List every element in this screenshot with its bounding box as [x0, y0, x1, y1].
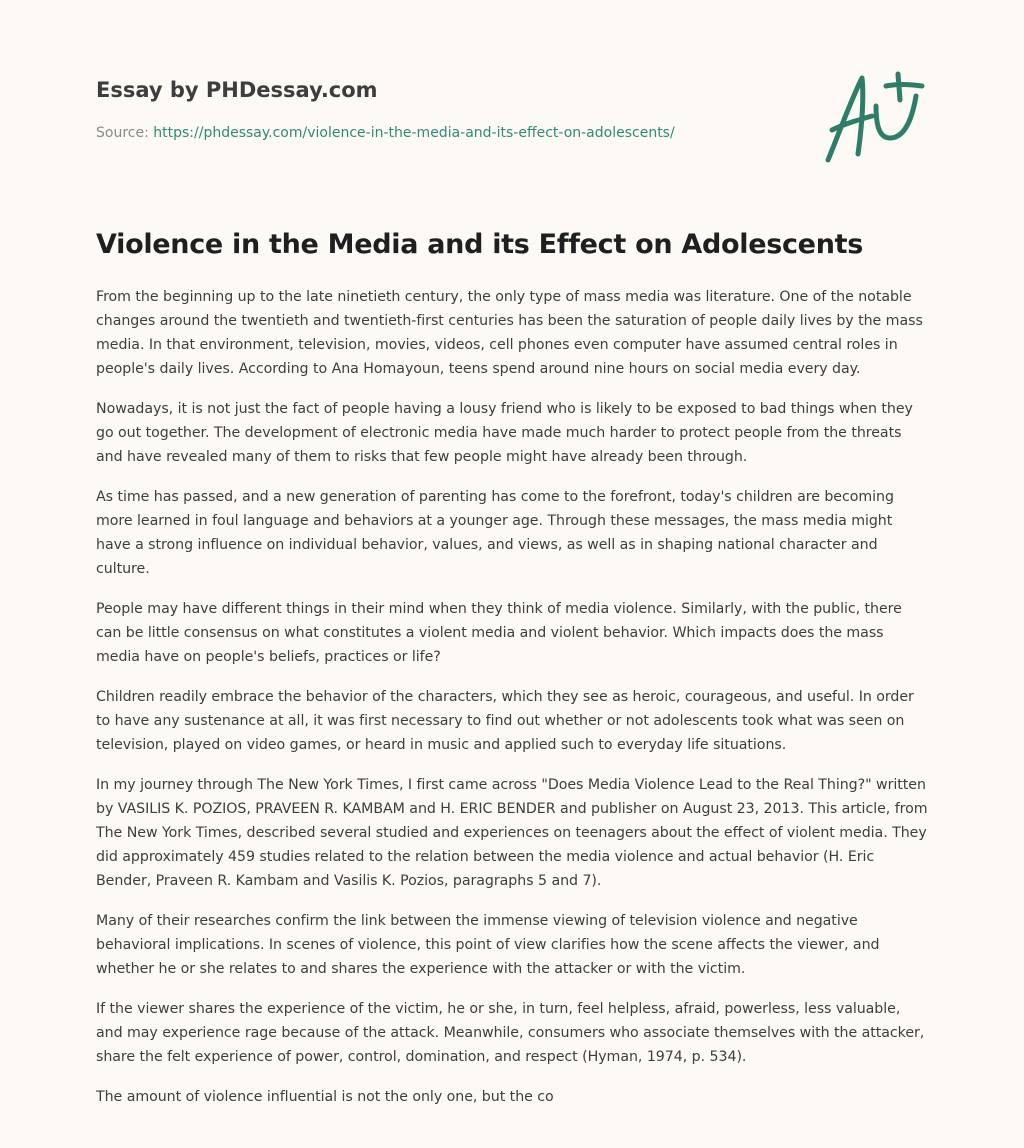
essay-paragraph: From the beginning up to the late ninetieth century, the only type of mass media was literature. One of the notable changes around the twentieth and twentieth-first centuries has been the saturation of people daily lives by the mass media. In that environment, television, movies, videos, cell phones even computer have assumed central roles in people's daily lives. According to Ana Homayoun, teens spend around nine hours on social media every day. — [96, 289, 923, 377]
essay-paragraph: As time has passed, and a new generation of parenting has come to the forefront, today's children are becoming more learned in foul language and behaviors at a younger age. Through these messages, the mass media might have a strong influence on individual behavior, values, and views, as well as in shaping national character and culture. — [96, 489, 894, 577]
essay-paragraph: Nowadays, it is not just the fact of people having a lousy friend who is likely to be exposed to bad things when they go out together. The development of electronic media have made much harder to protect people from the threats and have revealed many of them to risks that few people might have already been through. — [96, 401, 913, 465]
site-brand: Essay by PHDessay.com — [96, 78, 378, 102]
essay-paragraph: In my journey through The New York Times, I first came across "Does Media Violence Lead to the Real Thing?" written by VASILIS K. POZIOS, PRAVEEN R. KAMBAM and H. ERIC BENDER and publisher on August 23, 2013. This article, from The New York Times, described several studied and experiences on teenagers about the effect of violent media. They did approximately 459 studies related to the relation between the media violence and actual behavior (H. Eric Bender, Praveen R. Kambam and Vasilis K. Pozios, paragraphs 5 and 7). — [96, 777, 928, 889]
essay-paragraph: If the viewer shares the experience of the victim, he or she, in turn, feel helpless, afraid, powerless, less valuable, and may experience rage because of the attack. Meanwhile, consumers who associate themselves with the attacker, share the felt experience of power, control, domination, and respect (Hyman, 1974, p. 534). — [96, 1001, 925, 1065]
essay-paragraph: People may have different things in their mind when they think of media violence. Similarly, with the public, there can be little consensus on what constitutes a violent media and violent behavior. Which impacts does the mass media have on people's beliefs, practices or life? — [96, 601, 902, 665]
essay-paragraph: Many of their researches confirm the link between the immense viewing of television violence and negative behavioral implications. In scenes of violence, this point of view clarifies how the scene affects the viewer, and whether he or she relates to and shares the experience with the attacker or with the victim. — [96, 913, 880, 977]
essay-body — [96, 285, 930, 1125]
source-label: Source: — [96, 125, 154, 141]
essay-title: Violence in the Media and its Effect on Adolescents — [96, 229, 863, 260]
essay-paragraph-truncated: The amount of violence influential is not the only one, but the co — [96, 1089, 554, 1105]
a-plus-grade-icon — [818, 66, 930, 166]
source-link[interactable]: https://phdessay.com/violence-in-the-media-and-its-effect-on-adolescents/ — [153, 125, 675, 141]
essay-paragraph: Children readily embrace the behavior of the characters, which they see as heroic, courageous, and useful. In order to have any sustenance at all, it was first necessary to find out whether or not adolescents took what was seen on television, played on video games, or heard in music and applied such to everyday life situations. — [96, 689, 914, 753]
source-line — [96, 123, 675, 143]
site-header — [96, 76, 736, 104]
